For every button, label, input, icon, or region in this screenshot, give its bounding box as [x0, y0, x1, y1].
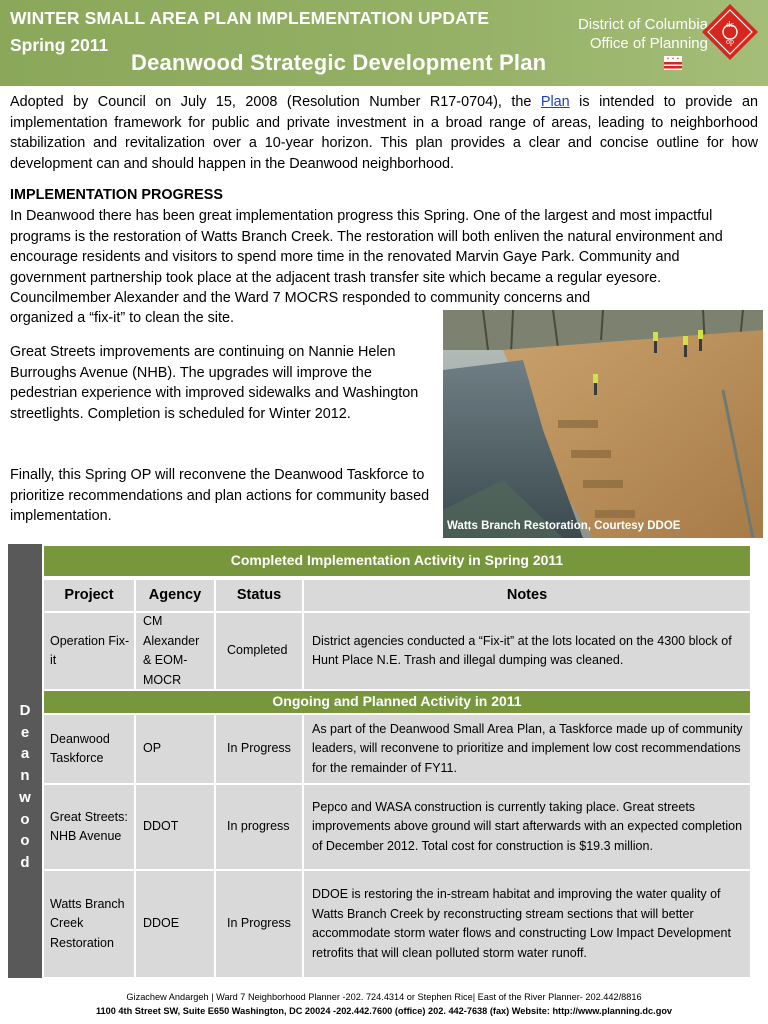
col-header-project-text: Project [64, 586, 114, 603]
table-side-label [8, 700, 42, 874]
table-row-project [44, 613, 134, 689]
cell-project: Deanwood Taskforce [50, 731, 110, 765]
dc-flag-icon [664, 56, 682, 70]
table-row-notes [304, 715, 750, 783]
col-header-notes-text: Notes [506, 586, 548, 603]
creek-restoration-illustration [443, 310, 763, 538]
table-row-project [44, 785, 134, 869]
cell-agency: DDOE [143, 916, 180, 931]
col-header-status-text: Status [236, 586, 282, 603]
page-title: Deanwood Strategic Development Plan [131, 50, 547, 75]
ongoing-section-title [44, 691, 750, 713]
org-line2: Office of Planning [589, 35, 708, 52]
cell-status: In Progress [227, 741, 291, 756]
table-row-agency [136, 871, 214, 977]
table-row-status [216, 871, 302, 977]
cell-project: Operation Fix-it [50, 633, 130, 667]
cell-status: Completed [227, 643, 288, 658]
table-row-project [44, 871, 134, 977]
side-letter: a [20, 745, 30, 763]
col-header-agency-text: Agency [148, 586, 202, 603]
table-row-agency [136, 715, 214, 783]
footer-contacts: Gizachew Andargeh | Ward 7 Neighborhood Planner -202. 724.4314 or Stephen Rice| East of the River Planner- 202.442/8816 [126, 992, 642, 1002]
intro-text-end: is intended to provide an implementation framework for public and private investment in a broad range of areas, leading to neighborhood stabilization and revitalization over a 10-year horizon. This plan provides a clear and concise outline for how development can and should happen in the Deanwood neighborhood. [10, 94, 758, 172]
cell-notes: Pepco and WASA construction is currently taking place. Great streets improvements above ground will start afterwards with an expected completion of December 2012. Total cost for construction is $19.3 million. [312, 799, 743, 853]
progress-paragraph-2: Great Streets improvements are continuing on Nannie Helen Burroughs Avenue (NHB). The upgrades will improve the pedestrian experience with improved sidewalks and Washington streetlights. Completion is scheduled for Winter 2012. [10, 344, 419, 422]
plan-link[interactable]: Plan [540, 94, 570, 110]
svg-text:op: op [726, 37, 734, 46]
table-row-agency [136, 613, 214, 689]
col-header-project [44, 580, 134, 611]
cell-notes: District agencies conducted a “Fix-it” at the lots located on the 4300 block of Hunt Place N.E. Trash and illegal dumping was cleaned. [312, 633, 732, 667]
ongoing-title-text: Ongoing and Planned Activity in 2011 [272, 693, 522, 710]
table-row-status [216, 613, 302, 689]
intro-text-start: Adopted by Council on July 15, 2008 (Resolution Number R17-0704), the [10, 94, 541, 110]
side-letter: e [20, 723, 30, 741]
logo-text: dc [726, 20, 734, 29]
progress-paragraph-3: Finally, this Spring OP will reconvene the Deanwood Taskforce to prioritize recommendations and plan actions for community based implementation. [10, 467, 430, 524]
col-header-status [216, 580, 302, 611]
header-line2: Spring 2011 [10, 35, 109, 55]
progress-heading: IMPLEMENTATION PROGRESS [10, 187, 223, 203]
side-letter: d [20, 853, 30, 871]
cell-agency: OP [143, 741, 162, 756]
dc-office-of-planning-logo [700, 2, 760, 62]
progress-paragraph-1-end: organized a “fix-it” to clean the site. [10, 310, 234, 326]
table-row-notes [304, 613, 750, 689]
cell-project: Great Streets: NHB Avenue [50, 809, 128, 843]
table-row-status [216, 785, 302, 869]
table-row-status [216, 715, 302, 783]
table-row-agency [136, 785, 214, 869]
col-header-notes [304, 580, 750, 611]
completed-title-text: Completed Implementation Activity in Spring 2011 [230, 552, 564, 569]
side-letter: o [20, 832, 30, 850]
side-letter: n [20, 767, 30, 785]
side-letter: o [20, 810, 30, 828]
table-row-project [44, 715, 134, 783]
progress-paragraph-1: In Deanwood there has been great implementation progress this Spring. One of the largest and most impactful programs is the restoration of Watts Branch Creek. The restoration will both enliven the natural environment and encourage residents and visitors to spend more time in the renovated Marvin Gaye Park. Community and government partnership took place at the adjacent trash transfer site which became a regular eyesore. Councilmember Alexander and the Ward 7 MOCRS responded to community concerns and [10, 208, 723, 306]
footer-address: 1100 4th Street SW, Suite E650 Washington, DC 20024 -202.442.7600 (office) 202. 442-7638 (fax) Website: http://www.planning.dc.gov [95, 1006, 673, 1016]
cell-notes: As part of the Deanwood Small Area Plan, a Taskforce made up of community leaders, will reconvene to prioritize and implement low cost recommendations for the remainder of FY11. [312, 721, 743, 775]
cell-project: Watts Branch Creek Restoration [50, 896, 125, 950]
photo-caption: Watts Branch Restoration, Courtesy DDOE [447, 520, 681, 532]
cell-agency: CM Alexander & EOM-MOCR [143, 614, 200, 687]
table-row-notes [304, 871, 750, 977]
header-banner [0, 0, 768, 86]
completed-section-title [44, 546, 750, 576]
cell-status: In Progress [227, 916, 291, 931]
watts-branch-photo [443, 310, 763, 538]
intro-paragraph [10, 92, 758, 174]
side-letter: D [19, 702, 31, 719]
org-line1: District of Columbia [577, 16, 708, 33]
side-letter: w [19, 788, 31, 806]
table-row-notes [304, 785, 750, 869]
cell-status: In progress [227, 819, 290, 834]
cell-notes: DDOE is restoring the in-stream habitat and improving the water quality of Watts Branch Creek by reconstructing stream sections that will better accommodate storm water flows and constructing Low Impact Development retrofits that will clean polluted storm water runoff. [312, 887, 731, 960]
header-line1: WINTER SMALL AREA PLAN IMPLEMENTATION UPDATE [10, 8, 490, 28]
col-header-agency [136, 580, 214, 611]
cell-agency: DDOT [143, 819, 179, 834]
